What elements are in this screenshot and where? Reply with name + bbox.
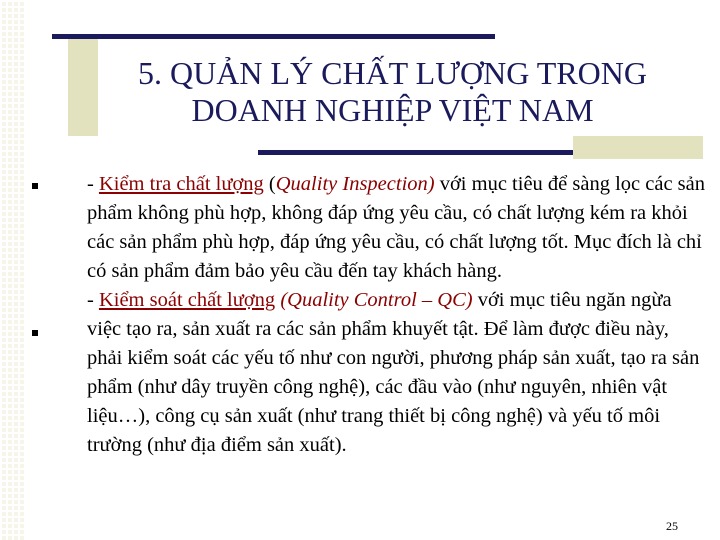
bullet-2-english: (Quality Control – QC) (280, 289, 473, 311)
slide-title-line-2: DOANH NGHIỆP VIỆT NAM (191, 92, 594, 128)
slide-title (60, 55, 720, 129)
bullet-2-prefix: - (87, 289, 99, 311)
page-number: 25 (666, 519, 678, 533)
bullet-marker-2 (32, 330, 38, 336)
decorative-grid-strip (0, 0, 24, 540)
bullet-2-term: Kiểm soát chất lượng (98, 289, 276, 311)
bullet-1-mid: ( (263, 173, 276, 195)
bullet-1-english: Quality Inspection) (275, 173, 435, 195)
bullet-1-text: với mục tiêu để sàng lọc các sản phẩm không phù hợp, không đáp ứng yêu cầu, có chất lượng kém ra khỏi các sản phẩm phù hợp, đáp ứng yêu cầu, có chất lượng tốt. Mục đích là chỉ có sản phẩm đảm bảo yêu cầu đến tay khách hàng. (87, 173, 706, 282)
bullet-2-text: với mục tiêu ngăn ngừa việc tạo ra, sản xuất ra các sản phẩm khuyết tật. Để làm được điều này, phải kiểm soát các yếu tố như con người, phương pháp sản xuất, tạo ra sản phẩm (như dây truyền công nghệ), các đầu vào (như nguyên, nhiên vật liệu…), công cụ sản xuất (như trang thiết bị công nghệ) và yếu tố môi trường (như địa điểm sản xuất). (87, 289, 700, 456)
bullet-marker-1 (32, 183, 38, 189)
bullet-item-2 (87, 286, 705, 460)
title-top-rule (52, 34, 495, 39)
bullet-1-term: Kiểm tra chất lượng (98, 173, 264, 195)
bullet-1-prefix: - (87, 173, 99, 195)
bullet-item-1 (87, 170, 705, 286)
slide-body (87, 170, 705, 460)
slide-title-line-1: 5. QUẢN LÝ CHẤT LƯỢNG TRONG (138, 55, 647, 91)
decorative-right-block (573, 136, 703, 159)
